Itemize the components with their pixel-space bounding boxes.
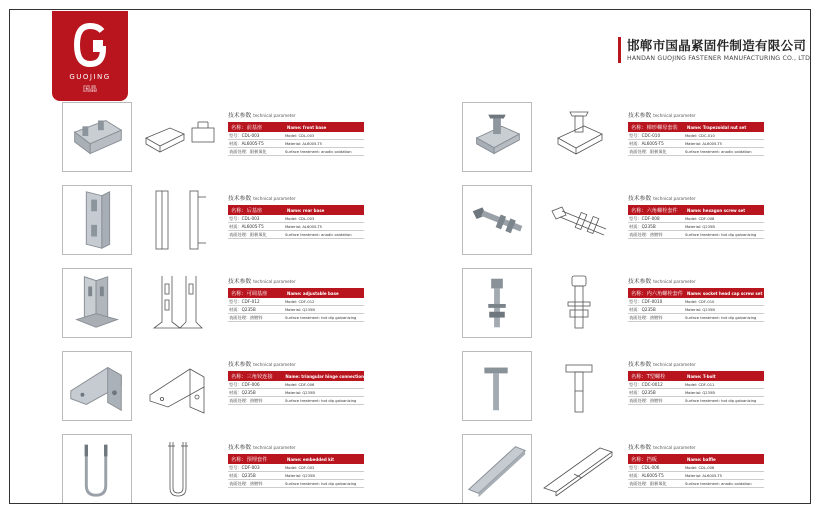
- spec-en: Model: CDF-006: [285, 382, 315, 387]
- spec-cn: 表面处理：热镀锌: [629, 314, 663, 320]
- spec-row-surface: [628, 148, 764, 156]
- spec-title-en: technical parameter: [653, 362, 696, 367]
- spec-row-material: [628, 306, 764, 314]
- spec-title-en: technical parameter: [653, 113, 696, 118]
- spec-title-cn: 技术参数: [628, 362, 652, 368]
- name-en: Name: front base: [287, 124, 327, 130]
- spec-cn: 型号：CDF-012: [229, 298, 260, 304]
- name-cn: 名称：三角铰连接: [231, 373, 273, 380]
- spec-row-model: [228, 381, 364, 389]
- name-cn: 名称：梯形螺母套装: [631, 124, 678, 131]
- spec-row-model: [628, 132, 764, 140]
- spec-title-cn: 技术参数: [228, 196, 252, 202]
- name-cn: 名称：后基座: [231, 207, 263, 214]
- spec-cn: 型号：CDC-0012: [629, 381, 663, 387]
- logo-brand-text: GUOJING: [69, 73, 111, 81]
- name-en: Name: baffle: [687, 456, 716, 462]
- spec-title-cn: 技术参数: [228, 113, 252, 119]
- product-name-bar: [228, 122, 364, 132]
- spec-en: Surface treatment: hot dip galvanizing: [685, 398, 757, 403]
- spec-cn: 型号：CDL-003: [229, 132, 260, 138]
- spec-table: [628, 110, 764, 156]
- spec-en: Model: CDL-006: [685, 465, 715, 470]
- product-drawing: [140, 351, 220, 421]
- spec-en: Model: CDF-010: [685, 299, 715, 304]
- name-en: Name: embedded kit: [287, 456, 335, 462]
- company-name-cn: 邯郸市国晶紧固件制造有限公司: [627, 38, 807, 53]
- product-photo: [62, 268, 132, 338]
- adjustable-base-photo-icon: [63, 269, 131, 337]
- product-trapezoidal-nut-set: [462, 102, 811, 174]
- spec-cn: 型号：CDC-010: [629, 132, 661, 138]
- spec-title-en: technical parameter: [653, 279, 696, 284]
- product-photo: [462, 102, 532, 172]
- spec-title-en: technical parameter: [253, 445, 296, 450]
- spec-table: [228, 193, 364, 239]
- spec-row-model: [228, 464, 364, 472]
- spec-title-en: technical parameter: [653, 196, 696, 201]
- t-bolt-drawing-icon: [540, 351, 620, 421]
- spec-cn: 表面处理：阳极氧化: [229, 148, 267, 154]
- product-photo: [62, 434, 132, 504]
- product-rear-base: [62, 185, 422, 257]
- product-drawing: [540, 434, 620, 504]
- spec-row-surface: [228, 314, 364, 322]
- name-en: Name: rear base: [287, 207, 325, 213]
- spec-title-cn: 技术参数: [628, 113, 652, 119]
- spec-row-surface: [628, 231, 764, 239]
- spec-cn: 型号：CDF-003: [229, 464, 260, 470]
- catalog-page: [9, 9, 811, 504]
- product-t-bolt: [462, 351, 811, 423]
- spec-en: Material: AL6005-T5: [285, 224, 322, 229]
- spec-cn: 表面处理：阳极氧化: [629, 148, 667, 154]
- product-drawing: [540, 185, 620, 255]
- product-adjustable-base: [62, 268, 422, 340]
- spec-cn: 材质：Q235B: [629, 389, 656, 395]
- spec-title-cn: 技术参数: [628, 196, 652, 202]
- spec-cn: 型号：CDL-003: [229, 215, 260, 221]
- spec-cn: 型号：CDF-008: [629, 215, 660, 221]
- spec-cn: 表面处理：热镀锌: [229, 397, 263, 403]
- rear-base-photo-icon: [63, 186, 131, 254]
- spec-en: Surface treatment: hot dip galvanizing: [285, 315, 357, 320]
- company-logo: [52, 11, 128, 101]
- spec-title-en: technical parameter: [253, 279, 296, 284]
- spec-row-surface: [628, 480, 764, 488]
- spec-en: Material: AL6005-T5: [685, 473, 722, 478]
- socket-screw-drawing-icon: [540, 268, 620, 338]
- spec-row-model: [628, 381, 764, 389]
- spec-en: Surface treatment: hot dip galvanizing: [685, 232, 757, 237]
- spec-title-cn: 技术参数: [228, 445, 252, 451]
- product-name-bar: [228, 371, 364, 381]
- name-cn: 名称：内六角螺栓套件: [631, 290, 683, 297]
- spec-row-material: [628, 140, 764, 148]
- spec-row-surface: [228, 231, 364, 239]
- spec-cn: 材质：Q235B: [229, 472, 256, 478]
- company-name-en: HANDAN GUOJING FASTENER MANUFACTURING CO., LTD: [627, 55, 811, 62]
- spec-cn: 型号：CDL-006: [629, 464, 660, 470]
- adjustable-base-drawing-icon: [140, 268, 220, 338]
- product-name-bar: [628, 205, 764, 215]
- spec-en: Surface treatment: anodic oxidation: [285, 149, 352, 154]
- spec-row-model: [628, 298, 764, 306]
- product-drawing: [540, 268, 620, 338]
- product-drawing: [140, 434, 220, 504]
- spec-table: [628, 442, 764, 488]
- spec-table: [628, 193, 764, 239]
- spec-en: Model: CDF-008: [685, 216, 715, 221]
- spec-cn: 表面处理：热镀锌: [629, 397, 663, 403]
- spec-cn: 材质：AL6005-T5: [629, 472, 664, 478]
- spec-en: Material: Q235B: [685, 390, 715, 395]
- spec-en: Material: Q235B: [285, 390, 315, 395]
- spec-cn: 表面处理：热镀锌: [229, 480, 263, 486]
- spec-en: Surface treatment: anodic oxidation: [685, 149, 752, 154]
- spec-cn: 型号：CDF-0010: [629, 298, 663, 304]
- spec-table: [228, 110, 364, 156]
- spec-row-model: [628, 215, 764, 223]
- name-cn: 名称：可调基座: [231, 290, 268, 297]
- spec-en: Model: CDF-011: [685, 382, 715, 387]
- spec-row-surface: [628, 397, 764, 405]
- nut-set-drawing-icon: [540, 102, 620, 172]
- product-photo: [62, 102, 132, 172]
- logo-cn-text: 国晶: [83, 85, 97, 93]
- name-cn: 名称：预埋套件: [231, 456, 268, 463]
- spec-en: Surface treatment: hot dip galvanizing: [285, 481, 357, 486]
- name-cn: 名称：六角螺栓套件: [631, 207, 678, 214]
- spec-cn: 材质：AL6005-T5: [629, 140, 664, 146]
- spec-en: Material: Q235B: [285, 473, 315, 478]
- spec-cn: 表面处理：阳极氧化: [629, 480, 667, 486]
- hinge-drawing-icon: [140, 351, 220, 421]
- spec-table: [628, 276, 764, 322]
- spec-cn: 材质：Q235B: [629, 306, 656, 312]
- spec-en: Surface treatment: hot dip galvanizing: [685, 315, 757, 320]
- t-bolt-photo-icon: [463, 352, 531, 420]
- spec-table: [228, 359, 364, 405]
- name-en: Name: socket head cap screw set: [687, 290, 763, 296]
- product-baffle: [462, 434, 811, 504]
- spec-table: [228, 276, 364, 322]
- spec-en: Material: Q235B: [285, 307, 315, 312]
- product-drawing: [140, 185, 220, 255]
- product-front-base: [62, 102, 422, 174]
- spec-row-material: [228, 223, 364, 231]
- name-en: Name: T-bolt: [687, 373, 716, 379]
- header-accent-bar: [618, 37, 621, 63]
- product-photo: [62, 351, 132, 421]
- spec-row-material: [628, 389, 764, 397]
- spec-row-model: [628, 464, 764, 472]
- product-name-bar: [628, 288, 764, 298]
- logo-g-icon: [72, 23, 108, 67]
- spec-row-surface: [228, 480, 364, 488]
- u-bolt-photo-icon: [63, 435, 131, 503]
- spec-row-model: [228, 132, 364, 140]
- product-photo: [462, 351, 532, 421]
- spec-en: Model: CDL-003: [285, 216, 315, 221]
- name-cn: 名称：T型螺栓: [631, 373, 666, 380]
- name-en: Name: adjustable base: [287, 290, 339, 296]
- rear-base-drawing-icon: [140, 185, 220, 255]
- spec-title-en: technical parameter: [253, 196, 296, 201]
- spec-row-material: [228, 472, 364, 480]
- spec-en: Material: Q235B: [685, 307, 715, 312]
- spec-row-material: [228, 306, 364, 314]
- spec-row-material: [228, 389, 364, 397]
- spec-en: Material: Q235B: [685, 224, 715, 229]
- rail-base-photo-icon: [63, 103, 131, 171]
- spec-cn: 材质：Q235B: [229, 306, 256, 312]
- spec-table: [628, 359, 764, 405]
- product-socket-head-screw-set: [462, 268, 811, 340]
- spec-en: Model: CDC-010: [685, 133, 715, 138]
- product-photo: [62, 185, 132, 255]
- name-cn: 名称：挡板: [631, 456, 657, 463]
- spec-title-cn: 技术参数: [228, 362, 252, 368]
- spec-cn: 表面处理：热镀锌: [229, 314, 263, 320]
- spec-en: Material: AL6005-T5: [285, 141, 322, 146]
- product-name-bar: [628, 371, 764, 381]
- product-photo: [462, 185, 532, 255]
- product-name-bar: [228, 205, 364, 215]
- product-drawing: [140, 102, 220, 172]
- spec-cn: 材质：Q235B: [629, 223, 656, 229]
- spec-row-material: [628, 472, 764, 480]
- product-photo: [462, 434, 532, 504]
- spec-cn: 表面处理：热镀锌: [629, 231, 663, 237]
- baffle-photo-icon: [463, 435, 531, 503]
- spec-cn: 材质：AL6005-T5: [229, 223, 264, 229]
- name-en: Name: hexagon screw set: [687, 207, 746, 213]
- name-cn: 名称：前基座: [231, 124, 263, 131]
- spec-row-material: [228, 140, 364, 148]
- product-name-bar: [228, 288, 364, 298]
- u-bolt-drawing-icon: [140, 434, 220, 504]
- spec-en: Surface treatment: anodic oxidation: [285, 232, 352, 237]
- spec-cn: 材质：AL6005-T5: [229, 140, 264, 146]
- hex-bolt-photo-icon: [463, 186, 531, 254]
- spec-cn: 表面处理：阳极氧化: [229, 231, 267, 237]
- spec-title-cn: 技术参数: [628, 279, 652, 285]
- spec-row-surface: [228, 397, 364, 405]
- product-name-bar: [628, 454, 764, 464]
- product-hexagon-screw-set: [462, 185, 811, 257]
- spec-row-material: [628, 223, 764, 231]
- spec-title-cn: 技术参数: [628, 445, 652, 451]
- name-en: Name: triangular hinge connection: [285, 373, 364, 379]
- spec-en: Surface treatment: anodic oxidation: [685, 481, 752, 486]
- spec-en: Model: CDF-003: [285, 465, 315, 470]
- spec-row-surface: [228, 148, 364, 156]
- product-drawing: [540, 351, 620, 421]
- spec-title-en: technical parameter: [653, 445, 696, 450]
- spec-cn: 型号：CDF-006: [229, 381, 260, 387]
- product-name-bar: [228, 454, 364, 464]
- product-name-bar: [628, 122, 764, 132]
- spec-en: Model: CDF-012: [285, 299, 315, 304]
- spec-en: Material: AL6005-T5: [685, 141, 722, 146]
- spec-row-surface: [628, 314, 764, 322]
- product-drawing: [540, 102, 620, 172]
- hex-bolt-drawing-icon: [540, 185, 620, 255]
- socket-screw-photo-icon: [463, 269, 531, 337]
- rail-base-drawing-icon: [140, 102, 220, 172]
- spec-title-cn: 技术参数: [228, 279, 252, 285]
- baffle-drawing-icon: [540, 434, 620, 504]
- spec-title-en: technical parameter: [253, 113, 296, 118]
- product-drawing: [140, 268, 220, 338]
- spec-row-model: [228, 215, 364, 223]
- spec-title-en: technical parameter: [253, 362, 296, 367]
- spec-cn: 材质：Q235B: [229, 389, 256, 395]
- nut-set-photo-icon: [463, 103, 531, 171]
- spec-table: [228, 442, 364, 488]
- product-embedded-kit: [62, 434, 422, 504]
- spec-en: Surface treatment: hot dip galvanizing: [285, 398, 357, 403]
- name-en: Name: Trapezoidal nut set: [687, 124, 747, 130]
- hinge-photo-icon: [63, 352, 131, 420]
- product-triangular-hinge: [62, 351, 422, 423]
- spec-en: Model: CDL-003: [285, 133, 315, 138]
- product-photo: [462, 268, 532, 338]
- spec-row-model: [228, 298, 364, 306]
